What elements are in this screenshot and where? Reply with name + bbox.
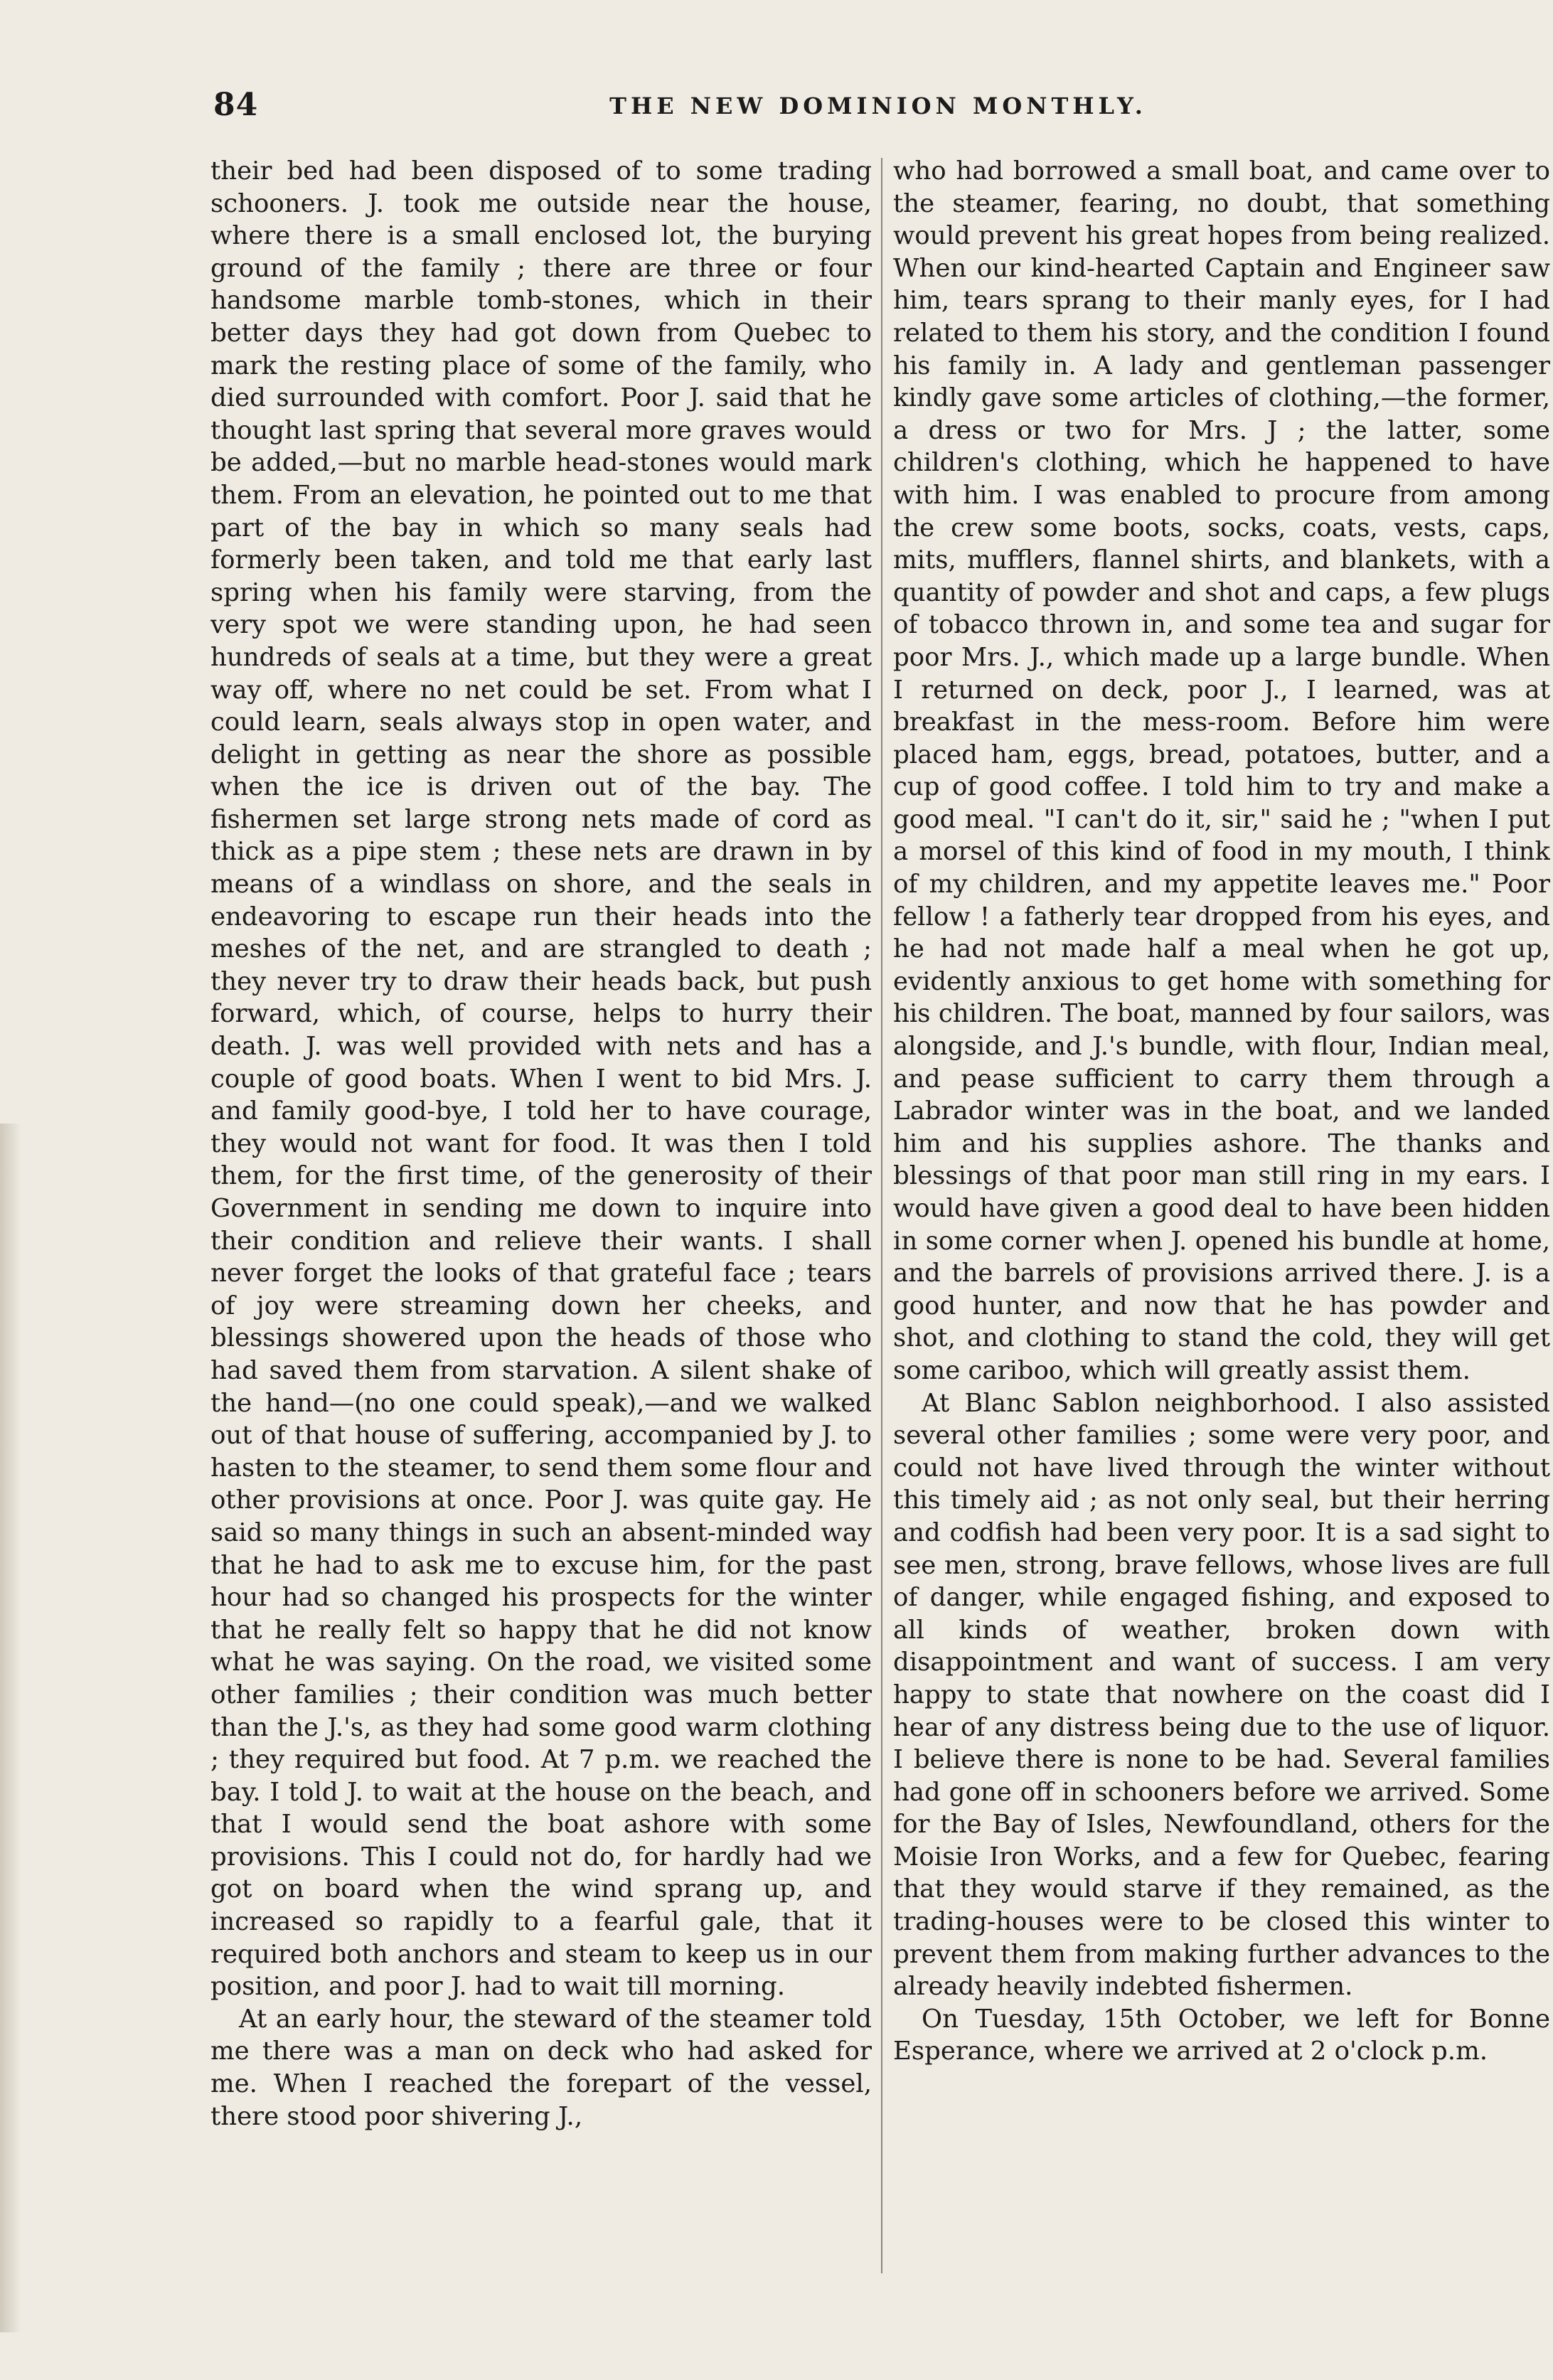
right-paragraph-1: who had borrowed a small boat, and came over to the steamer, fearing, no doubt, that something would prevent his great hopes from being realized. When our kind-hearted Captain and Engineer saw him, tears sprang to their manly eyes, for I had related to them his story, and the condition I found his family in. A lady and gentleman passenger kindly gave some articles of clothing,—the former, a dress or two for Mrs. J ; the latter, some children's clothing, which he happened to have with him. I was enabled to procure from among the crew some boots, socks, coats, vests, caps, mits, mufflers, flannel shirts, and blankets, with a quantity of powder and shot and caps, a few plugs of tobacco thrown in, and some tea and sugar for poor Mrs. J., which made up a large bundle. When I returned on deck, poor J., I learned, was at breakfast in the mess-room. Before him were placed ham, eggs, bread, potatoes, butter, and a cup of good coffee. I told him to try and make a good meal. "I can't do it, sir," said he ; "when I put a morsel of this kind of food in my mouth, I think of my children, and my appetite leaves me." Poor fellow ! a fatherly tear dropped from his eyes, and he had not made half a meal when he got up, evidently anxious to get home with something for his children. The boat, manned by four sailors, was alongside, and J.'s bundle, with flour, Indian meal, and pease sufficient to carry them through a Labrador winter was in the boat, and we landed him and his supplies ashore. The thanks and blessings of that poor man still ring in my ears. I would have given a good deal to have been hidden in some corner when J. opened his bundle at home, and the barrels of provisions arrived there. J. is a good hunter, and now that he has powder and shot, and clothing to stand the cold, they will get some cariboo, which will greatly assist them.	[893, 156, 1550, 1385]
right-column	[893, 155, 1550, 2281]
page-number: 84	[213, 87, 259, 123]
page-header	[213, 87, 1543, 137]
left-paragraph-1: their bed had been disposed of to some trading schooners. J. took me outside near the house, where there is a small enclosed lot, the burying ground of the family ; there are three or four handsome marble tomb-stones, which in their better days they had got down from Quebec to mark the resting place of some of the family, who died surrounded with comfort. Poor J. said that he thought last spring that several more graves would be added,—but no marble head-stones would mark them. From an elevation, he pointed out to me that part of the bay in which so many seals had formerly been taken, and told me that early last spring when his family were starving, from the very spot we were standing upon, he had seen hundreds of seals at a time, but they were a great way off, where no net could be set. From what I could learn, seals always stop in open water, and delight in getting as near the shore as possible when the ice is driven out of the bay. The fishermen set large strong nets made of cord as thick as a pipe stem ; these nets are drawn in by means of a windlass on shore, and the seals in endeavoring to escape run their heads into the meshes of the net, and are strangled to death ; they never try to draw their heads back, but push forward, which, of course, helps to hurry their death. J. was well provided with nets and has a couple of good boats. When I went to bid Mrs. J. and family good-bye, I told her to have courage, they would not want for food. It was then I told them, for the first time, of the generosity of their Government in sending me down to inquire into their condition and relieve their wants. I shall never forget the looks of that grateful face ; tears of joy were streaming down her cheeks, and blessings showered upon the heads of those who had saved them from starvation. A silent shake of the hand—(no one could speak),—and we walked out of that house of suffering, accompanied by J. to hasten to the steamer, to send them some flour and other provisions at once. Poor J. was quite gay. He said so many things in such an absent-minded way that he had to ask me to excuse him, for the past hour had so changed his prospects for the winter that he really felt so happy that he did not know what he was saying. On the road, we visited some other families ; their condition was much better than the J.'s, as they had some good warm clothing ; they required but food. At 7 p.m. we reached the bay. I told J. to wait at the house on the beach, and that I would send the boat ashore with some provisions. This I could not do, for hardly had we got on board when the wind sprang up, and increased so rapidly to a fearful gale, that it required both anchors and steam to keep us in our position, and poor J. had to wait till morning.	[210, 156, 872, 2002]
right-paragraph-2: At Blanc Sablon neighborhood. I also assisted several other families ; some were very poor, and could not have lived through the winter without this timely aid ; as not only seal, but their herring and codfish had been very poor. It is a sad sight to see men, strong, brave fellows, whose lives are full of danger, while engaged fishing, and exposed to all kinds of weather, broken down with disappointment and want of success. I am very happy to state that nowhere on the coast did I hear of any distress being due to the use of liquor. I believe there is none to be had. Several families had gone off in schooners before we arrived. Some for the Bay of Isles, Newfoundland, others for the Moisie Iron Works, and a few for Quebec, fearing that they would starve if they remained, as the trading-houses were to be closed this winter to prevent them from making further advances to the already heavily indebted fishermen.	[893, 1388, 1550, 2002]
left-paragraph-2: At an early hour, the steward of the steamer told me there was a man on deck who had asked for me. When I reached the forepart of the vessel, there stood poor shivering J.,	[210, 2004, 872, 2131]
running-title: THE NEW DOMINION MONTHLY.	[609, 92, 1147, 119]
page-edge-shadow	[0, 1124, 21, 2332]
right-paragraph-3: On Tuesday, 15th October, we left for Bonne Esperance, where we arrived at 2 o'clock p.m.	[893, 2004, 1550, 2066]
column-divider	[881, 158, 882, 2273]
left-column	[210, 155, 872, 2281]
